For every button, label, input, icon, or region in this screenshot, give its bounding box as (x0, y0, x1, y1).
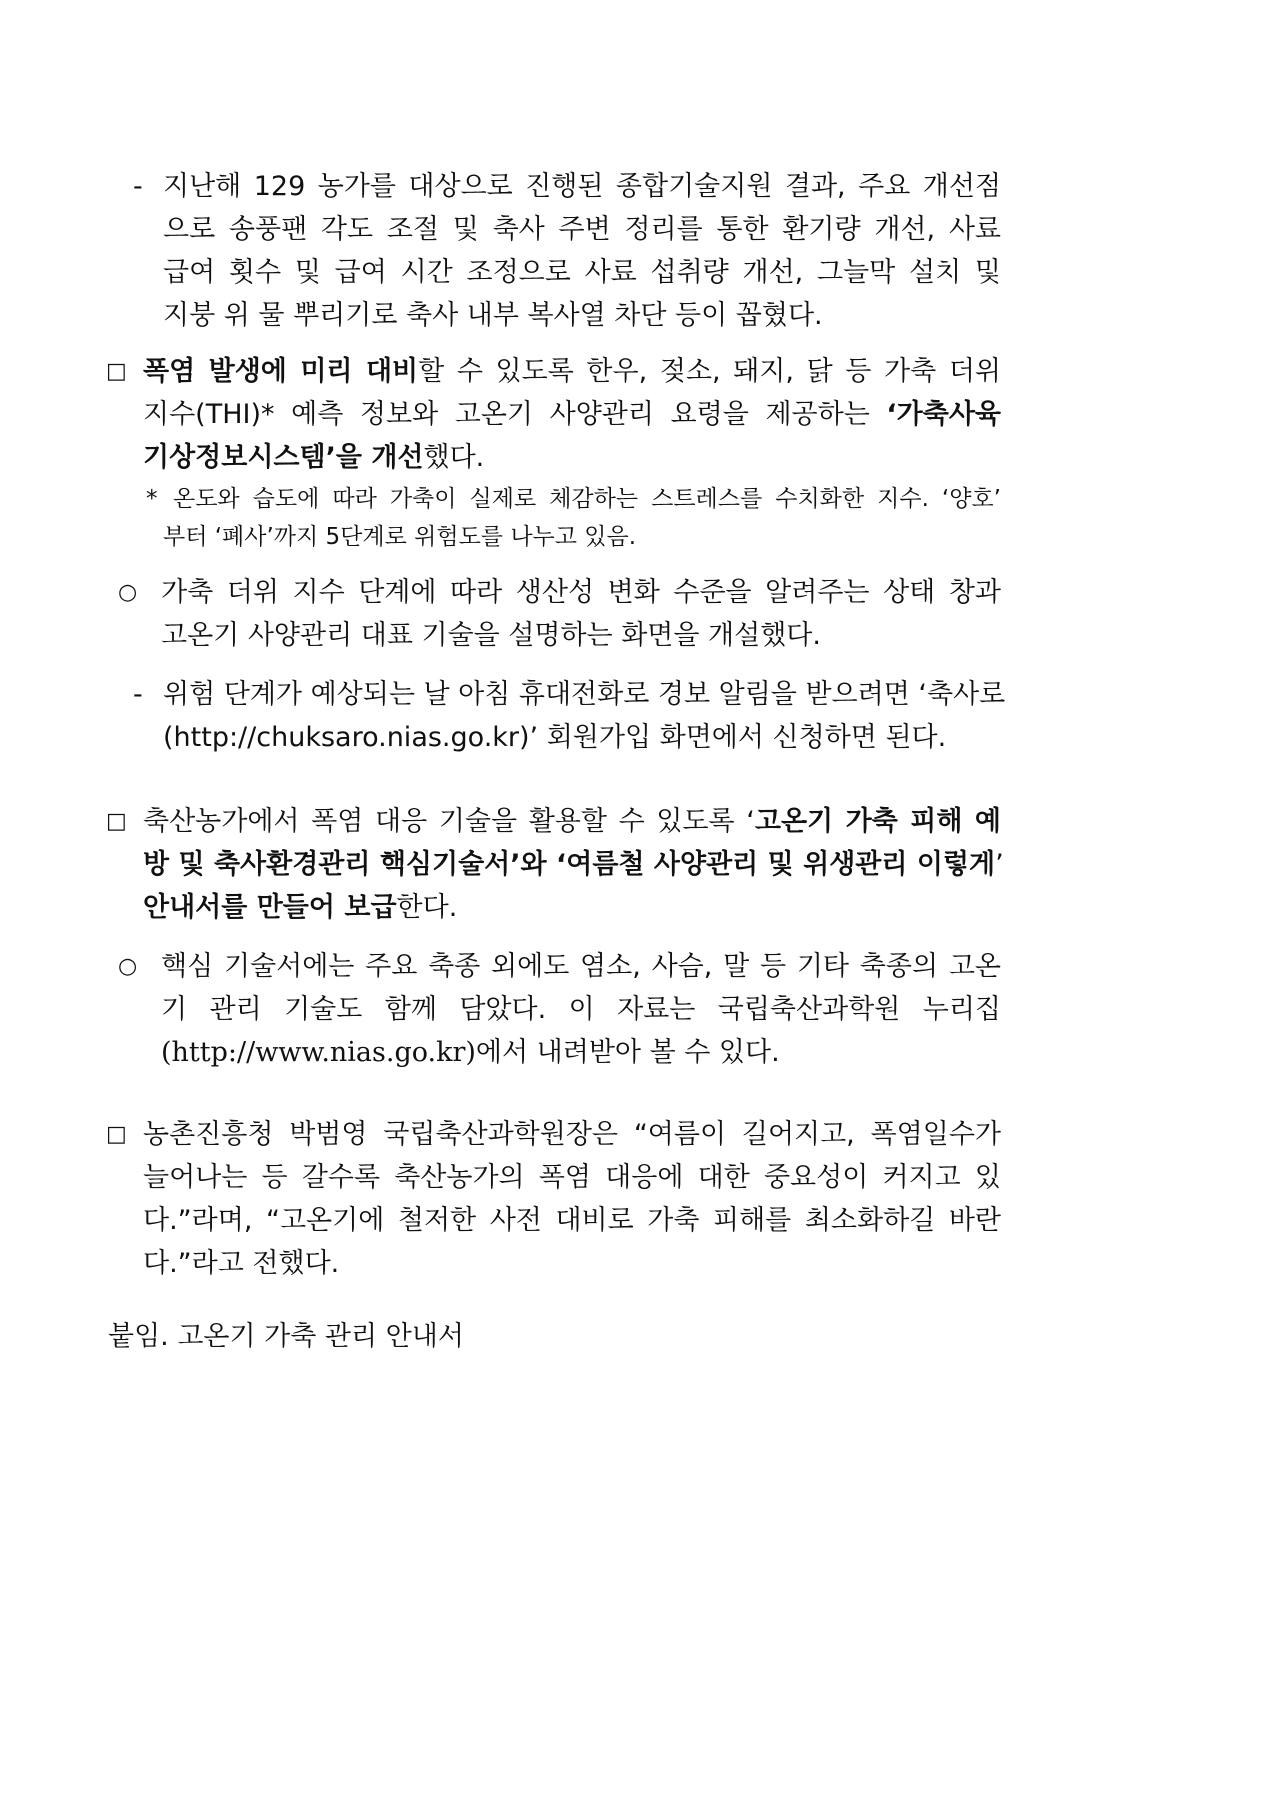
bold-text: ’와 ‘ (510, 849, 567, 880)
plain-text: ’ (995, 849, 1004, 880)
bold-text: 여름철 사양관리 및 위생관리 이렇게 (566, 849, 996, 880)
paragraph-line: 기 관리 기술도 함께 담았다. 이 자료는 국립축산과학원 누리집 (161, 994, 1001, 1025)
circle-bullet: ○ (118, 580, 138, 605)
dash-bullet: - (133, 171, 143, 202)
bold-text: 고온기 가축 피해 예 (754, 806, 1001, 837)
circle-bullet: ○ (118, 954, 138, 979)
footnote-line: 부터 ‘폐사’까지 5단계로 위험도를 나누고 있음. (163, 524, 637, 550)
square-bullet: □ (106, 1122, 127, 1147)
plain-text: 에서 내려받아 볼 수 있다. (475, 1037, 780, 1068)
plain-text: 한다. (396, 892, 458, 923)
attachment-label: 붙임. 고온기 가축 관리 안내서 (108, 1321, 464, 1352)
square-bullet: □ (106, 809, 127, 834)
asterisk-marker: * (146, 486, 158, 512)
footnote-line: 온도와 습도에 따라 가축이 실제로 체감하는 스트레스를 수치화한 지수. ‘양호’ (173, 486, 1001, 512)
paragraph-line (161, 1028, 780, 1078)
paragraph-line: 급여 횟수 및 급여 시간 조정으로 사료 섭취량 개선, 그늘막 설치 및 (163, 257, 1001, 288)
bold-text: 안내서를 만들어 보급 (143, 892, 397, 923)
paragraph-line: 다.”라며, “고온기에 철저한 사전 대비로 가축 피해를 최소화하길 바란 (143, 1205, 1001, 1236)
paragraph-line: 늘어나는 등 갈수록 축산농가의 폭염 대응에 대한 중요성이 커지고 있 (143, 1162, 1001, 1193)
paragraph-line: 지난해 129 농가를 대상으로 진행된 종합기술지원 결과, 주요 개선점 (163, 171, 1001, 202)
paragraph-line: 으로 송풍팬 각도 조절 및 축사 주변 정리를 통한 환기량 개선, 사료 (163, 214, 1001, 245)
website-url: (http://www.nias.go.kr) (161, 1037, 476, 1068)
paragraph-line: 가축 더위 지수 단계에 따라 생산성 변화 수준을 알려주는 상태 창과 (161, 577, 1001, 608)
paragraph-line (143, 883, 457, 933)
bold-text: ’을 (325, 442, 372, 473)
paragraph-line: 다.”라고 전했다. (143, 1248, 340, 1279)
bold-text: 개선 (371, 442, 424, 473)
paragraph-line: 지붕 위 물 뿌리기로 축사 내부 복사열 차단 등이 꼽혔다. (163, 300, 823, 331)
plain-text: 했다. (423, 442, 485, 473)
plain-text: 할 수 있도록 한우, 젖소, 돼지, 닭 등 가축 더위 (418, 356, 1001, 387)
plain-text: 축산농가에서 폭염 대응 기술을 활용할 수 있도록 ‘ (143, 806, 755, 837)
bold-text: 방 및 축사환경관리 핵심기술서 (143, 849, 511, 880)
bold-text: 폭염 발생에 미리 대비 (143, 356, 419, 387)
dash-bullet: - (133, 679, 143, 710)
paragraph-line: (http://chuksaro.nias.go.kr)’ 회원가입 화면에서 신청하면 된다. (163, 722, 947, 753)
bold-text: ‘가축사육 (886, 399, 1001, 430)
bold-text: 기상정보시스템 (143, 442, 326, 473)
paragraph-line: 위험 단계가 예상되는 날 아침 휴대전화로 경보 알림을 받으려면 ‘축사로 (163, 679, 1006, 710)
paragraph-line: 고온기 사양관리 대표 기술을 설명하는 화면을 개설했다. (161, 620, 821, 651)
paragraph-line (143, 433, 484, 483)
paragraph-line: 농촌진흥청 박범영 국립축산과학원장은 “여름이 길어지고, 폭염일수가 (143, 1119, 1001, 1150)
paragraph-line: 핵심 기술서에는 주요 축종 외에도 염소, 사슴, 말 등 기타 축종의 고온 (161, 951, 1001, 982)
plain-text: 지수(THI)* 예측 정보와 고온기 사양관리 요령을 제공하는 (143, 399, 887, 430)
square-bullet: □ (106, 359, 127, 384)
